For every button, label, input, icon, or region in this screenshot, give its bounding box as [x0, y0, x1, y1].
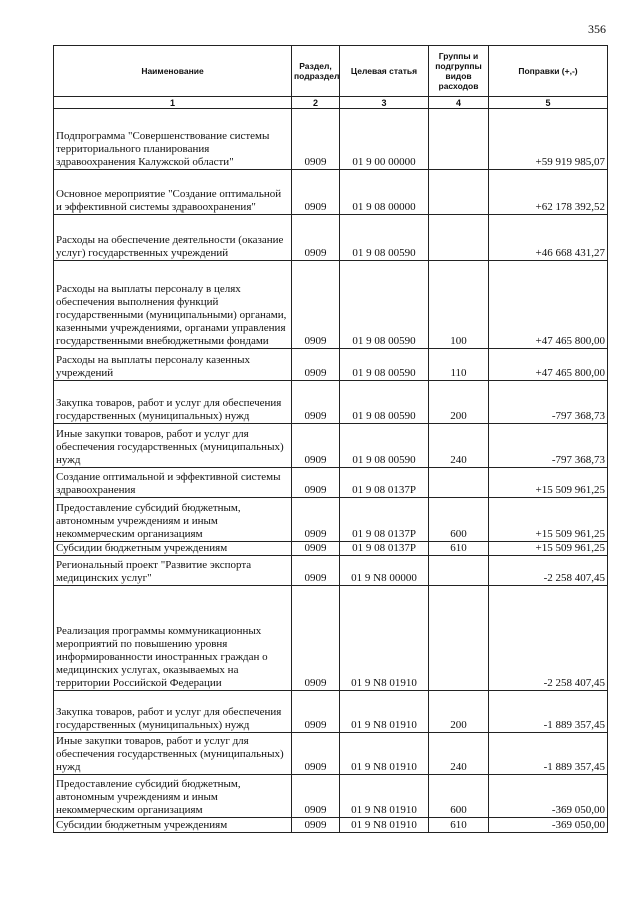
- column-number: 2: [292, 97, 340, 109]
- row-section-cell: 0909: [292, 170, 340, 215]
- row-name-cell: Создание оптимальной и эффективной системы здравоохранения: [54, 468, 292, 498]
- row-amount-cell: -797 368,73: [489, 381, 608, 424]
- row-group-cell: 240: [429, 733, 489, 775]
- column-number: 3: [340, 97, 429, 109]
- row-name-cell: Предоставление субсидий бюджетным, автономным учреждениям и иным некоммерческим организациям: [54, 498, 292, 542]
- table-row: [54, 170, 608, 215]
- header-amount: Поправки (+,-): [489, 46, 608, 97]
- table-row: [54, 733, 608, 775]
- table-row: [54, 556, 608, 586]
- row-target-cell: 01 9 08 00590: [340, 261, 429, 349]
- row-section-cell: 0909: [292, 818, 340, 833]
- table-row: [54, 424, 608, 468]
- row-target-cell: 01 9 N8 00000: [340, 556, 429, 586]
- row-group-cell: [429, 215, 489, 261]
- row-section-cell: 0909: [292, 542, 340, 556]
- table-row: [54, 586, 608, 691]
- row-name-cell: Субсидии бюджетным учреждениям: [54, 818, 292, 833]
- row-name-cell: Иные закупки товаров, работ и услуг для обеспечения государственных (муниципальных) нужд: [54, 733, 292, 775]
- row-amount-cell: +15 509 961,25: [489, 498, 608, 542]
- row-name-cell: Реализация программы коммуникационных мероприятий по повышению уровня информированности иностранных граждан о медицинских услугах, оказываемых на территории Российской Федерации: [54, 586, 292, 691]
- row-group-cell: 600: [429, 498, 489, 542]
- row-amount-cell: +15 509 961,25: [489, 468, 608, 498]
- row-name-cell: Основное мероприятие "Создание оптимальной и эффективной системы здравоохранения": [54, 170, 292, 215]
- column-number-row: [54, 97, 608, 109]
- table-row: [54, 542, 608, 556]
- row-target-cell: 01 9 08 00590: [340, 215, 429, 261]
- row-target-cell: 01 9 08 00590: [340, 424, 429, 468]
- row-name-cell: Закупка товаров, работ и услуг для обеспечения государственных (муниципальных) нужд: [54, 691, 292, 733]
- row-amount-cell: -1 889 357,45: [489, 691, 608, 733]
- row-section-cell: 0909: [292, 586, 340, 691]
- table-row: [54, 468, 608, 498]
- row-group-cell: 610: [429, 818, 489, 833]
- row-section-cell: 0909: [292, 733, 340, 775]
- row-group-cell: 200: [429, 381, 489, 424]
- row-section-cell: 0909: [292, 556, 340, 586]
- row-amount-cell: +59 919 985,07: [489, 109, 608, 170]
- row-amount-cell: -2 258 407,45: [489, 556, 608, 586]
- row-amount-cell: -797 368,73: [489, 424, 608, 468]
- row-amount-cell: +47 465 800,00: [489, 261, 608, 349]
- row-section-cell: 0909: [292, 109, 340, 170]
- row-section-cell: 0909: [292, 424, 340, 468]
- row-section-cell: 0909: [292, 215, 340, 261]
- header-name: Наименование: [54, 46, 292, 97]
- row-amount-cell: -369 050,00: [489, 818, 608, 833]
- row-section-cell: 0909: [292, 775, 340, 818]
- row-target-cell: 01 9 N8 01910: [340, 775, 429, 818]
- row-amount-cell: +62 178 392,52: [489, 170, 608, 215]
- row-amount-cell: -2 258 407,45: [489, 586, 608, 691]
- row-amount-cell: +15 509 961,25: [489, 542, 608, 556]
- row-name-cell: Предоставление субсидий бюджетным, автономным учреждениям и иным некоммерческим организациям: [54, 775, 292, 818]
- row-amount-cell: +47 465 800,00: [489, 349, 608, 381]
- header-target: Целевая статья: [340, 46, 429, 97]
- row-group-cell: 100: [429, 261, 489, 349]
- row-name-cell: Закупка товаров, работ и услуг для обеспечения государственных (муниципальных) нужд: [54, 381, 292, 424]
- row-group-cell: 610: [429, 542, 489, 556]
- table-row: [54, 381, 608, 424]
- row-section-cell: 0909: [292, 468, 340, 498]
- row-group-cell: [429, 109, 489, 170]
- row-name-cell: Подпрограмма "Совершенствование системы территориального планирования здравоохранения Калужской области": [54, 109, 292, 170]
- row-group-cell: [429, 170, 489, 215]
- row-section-cell: 0909: [292, 691, 340, 733]
- row-group-cell: 110: [429, 349, 489, 381]
- budget-amendments-table: [53, 45, 608, 833]
- table-row: [54, 109, 608, 170]
- row-target-cell: 01 9 N8 01910: [340, 733, 429, 775]
- row-name-cell: Расходы на обеспечение деятельности (оказание услуг) государственных учреждений: [54, 215, 292, 261]
- page-number: 356: [588, 22, 606, 36]
- row-section-cell: 0909: [292, 498, 340, 542]
- header-row: [54, 46, 608, 97]
- row-section-cell: 0909: [292, 381, 340, 424]
- row-name-cell: Иные закупки товаров, работ и услуг для обеспечения государственных (муниципальных) нужд: [54, 424, 292, 468]
- table-row: [54, 498, 608, 542]
- column-number: 4: [429, 97, 489, 109]
- row-section-cell: 0909: [292, 261, 340, 349]
- table-row: [54, 818, 608, 833]
- table-row: [54, 215, 608, 261]
- row-target-cell: 01 9 N8 01910: [340, 586, 429, 691]
- row-name-cell: Субсидии бюджетным учреждениям: [54, 542, 292, 556]
- row-name-cell: Расходы на выплаты персоналу казенных учреждений: [54, 349, 292, 381]
- header-group: Группы и подгруппы видов расходов: [429, 46, 489, 97]
- row-target-cell: 01 9 08 00590: [340, 381, 429, 424]
- table-row: [54, 349, 608, 381]
- row-amount-cell: -369 050,00: [489, 775, 608, 818]
- row-group-cell: [429, 556, 489, 586]
- row-name-cell: Расходы на выплаты персоналу в целях обеспечения выполнения функций государственными (муниципальными) органами, казенными учреждениями, органами управления государственными внебюджетными фондами: [54, 261, 292, 349]
- row-name-cell: Региональный проект "Развитие экспорта медицинских услуг": [54, 556, 292, 586]
- row-group-cell: [429, 468, 489, 498]
- header-section: Раздел, подраздел: [292, 46, 340, 97]
- row-target-cell: 01 9 N8 01910: [340, 691, 429, 733]
- row-amount-cell: -1 889 357,45: [489, 733, 608, 775]
- row-section-cell: 0909: [292, 349, 340, 381]
- row-target-cell: 01 9 08 0137Р: [340, 498, 429, 542]
- row-target-cell: 01 9 08 00590: [340, 349, 429, 381]
- column-number: 5: [489, 97, 608, 109]
- table-row: [54, 261, 608, 349]
- table-row: [54, 691, 608, 733]
- row-target-cell: 01 9 08 0137Р: [340, 468, 429, 498]
- row-group-cell: [429, 586, 489, 691]
- row-target-cell: 01 9 08 00000: [340, 170, 429, 215]
- row-group-cell: 240: [429, 424, 489, 468]
- column-number: 1: [54, 97, 292, 109]
- row-target-cell: 01 9 08 0137Р: [340, 542, 429, 556]
- row-group-cell: 200: [429, 691, 489, 733]
- table-row: [54, 775, 608, 818]
- row-amount-cell: +46 668 431,27: [489, 215, 608, 261]
- row-target-cell: 01 9 00 00000: [340, 109, 429, 170]
- row-group-cell: 600: [429, 775, 489, 818]
- row-target-cell: 01 9 N8 01910: [340, 818, 429, 833]
